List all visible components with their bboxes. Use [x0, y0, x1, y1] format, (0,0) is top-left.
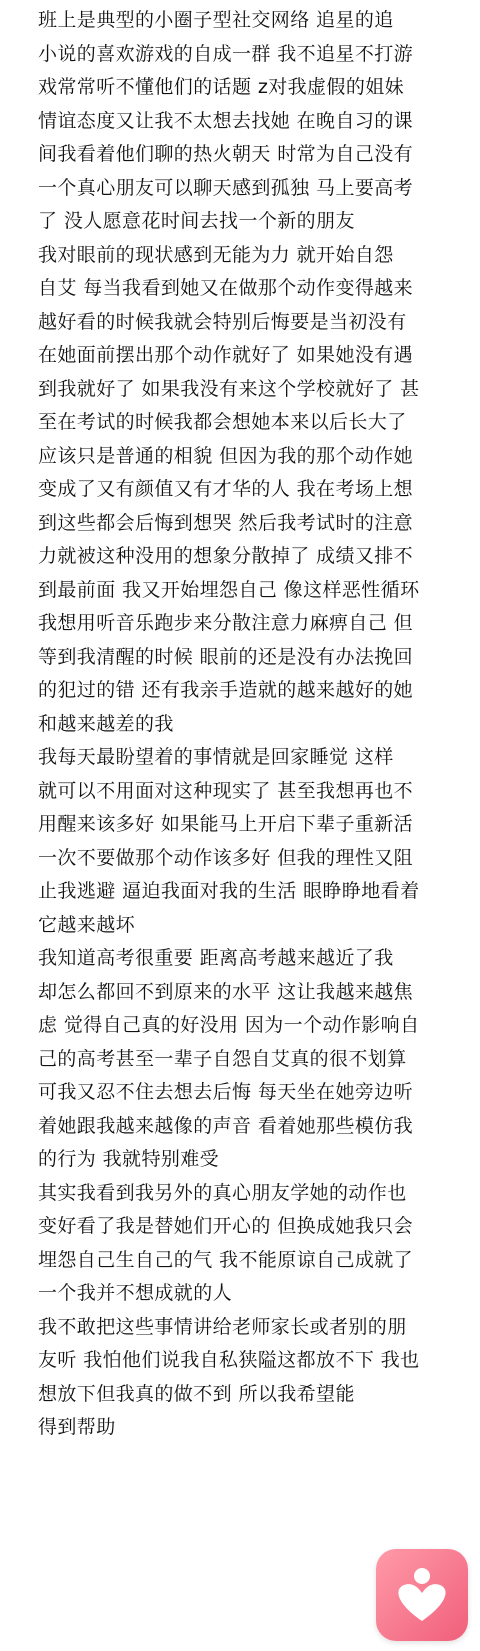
paragraph-3: 我每天最盼望着的事情就是回家睡觉 这样 就可以不用面对这种现实了 甚至我想再也不 用醒来该多好 如果能马上开启下辈子重新活 一次不要做那个动作该多好 但我的理性又阻 止我逃避 逼迫我面对我的生活 眼睁睁地看着 它越来越坏: [38, 746, 420, 936]
paragraph-4: 我知道高考很重要 距离高考越来越近了我 却怎么都回不到原来的水平 这让我越来越焦 虑 觉得自己真的好没用 因为一个动作影响自 己的高考甚至一辈子自怨自艾真的很不划算 可我又忍不住去想去后悔 每天坐在她旁边听 着她跟我越来越像的声音 看着她那些模仿我 的行为 我就特别难受: [38, 947, 420, 1170]
paragraph-5: 其实我看到我另外的真心朋友学她的动作也 变好看了我是替她们开心的 但换成她我只会 埋怨自己生自己的气 我不能原谅自己成就了 一个我并不想成就的人: [38, 1181, 414, 1304]
paragraph-2: 我对眼前的现状感到无能为力 就开始自怨 自艾 每当我看到她又在做那个动作变得越来 越好看的时候我就会特别后悔要是当初没有 在她面前摆出那个动作就好了 如果她没有遇 到我就好了 如果我没有来这个学校就好了 甚 至在考试的时候我都会想她本来以后长大了 应该只是普通的相貌 但因为我的那个动作她 变成了又有颜值又有才华的人 我在考场上想 到这些都会后悔到想哭 然后我考试时的注意 力就被这种没用的想象分散掉了 成绩又排不 到最前面 我又开始埋怨自己 像这样恶性循环 我想用听音乐跑步来分散注意力麻痹自己 但 等到我清醒的时候 眼前的还是没有办法挽回 的犯过的错 还有我亲手造就的越来越好的她 和越来越差的我: [38, 243, 420, 735]
heart-person-icon: [386, 1559, 458, 1631]
paragraph-1: 班上是典型的小圈子型社交网络 追星的追 小说的喜欢游戏的自成一群 我不追星不打游 戏常常听不懂他们的话题 z对我虚假的姐妹 情谊态度又让我不太想去找她 在晚自习的课 间我看着他们聊的热火朝天 时常为自己没有 一个真心朋友可以聊天感到孤独 马上要高考 了 没人愿意花时间去找一个新的朋友: [38, 9, 414, 232]
article-body: [38, 4, 450, 1445]
paragraph-6: 我不敢把这些事情讲给老师家长或者别的朋 友听 我怕他们说我自私狭隘这都放不下 我也 想放下但我真的做不到 所以我希望能 得到帮助: [38, 1315, 420, 1438]
app-logo[interactable]: [376, 1549, 468, 1641]
